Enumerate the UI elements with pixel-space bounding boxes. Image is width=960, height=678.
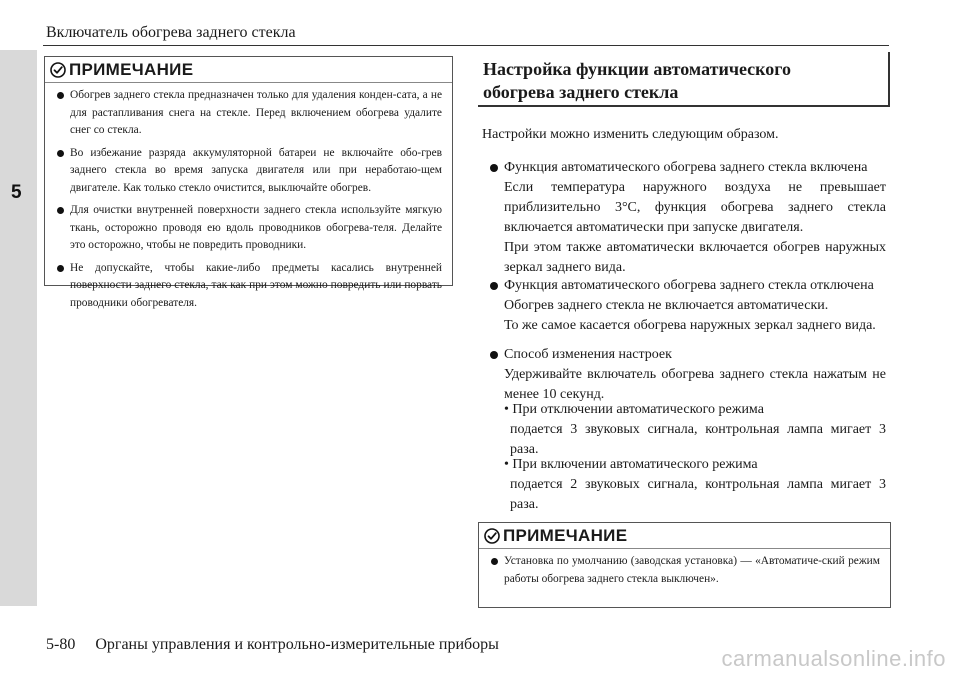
sub-item-text: подается 3 звуковых сигнала, контрольная лампа мигает 3 раза. [510, 422, 886, 457]
paragraph: То же самое касается обогрева наружных зеркал заднего вида. [504, 318, 876, 333]
bullet-icon [57, 207, 64, 214]
note-item: Установка по умолчанию (заводская установка) — «Автоматиче-ский режим работы обогрева заднего стекла выключен». [489, 553, 880, 588]
sub-item-label: • При включении автоматического режима [504, 457, 758, 472]
section-title-line2: обогрева заднего стекла [483, 82, 679, 102]
section-title-line1: Настройка функции автоматического [483, 59, 792, 79]
note-title: ПРИМЕЧАНИЕ [69, 60, 194, 79]
note-check-icon [484, 528, 500, 544]
bullet-icon [57, 265, 64, 272]
note-header [479, 523, 890, 549]
bullet-heading-method: Способ изменения настроек [490, 345, 672, 365]
bullet-icon [490, 164, 498, 172]
note-header [45, 57, 452, 83]
sub-item-label: • При отключении автоматического режима [504, 402, 764, 417]
note-item: Не допускайте, чтобы какие-либо предметы касались внутренней поверхности заднего стекла, так как при этом можно повредить или порвать проводники обогревателя. [55, 260, 442, 313]
section-title [478, 52, 890, 107]
note-check-icon [50, 62, 66, 78]
header-divider [43, 45, 889, 46]
sub-item-text: подается 2 звуковых сигнала, контрольная лампа мигает 3 раза. [510, 477, 886, 512]
watermark: carmanualsonline.info [721, 646, 946, 671]
section-intro: Настройки можно изменить следующим образом. [482, 127, 779, 142]
note-title: ПРИМЕЧАНИЕ [503, 526, 628, 545]
bullet-icon [490, 282, 498, 290]
bullet-icon [491, 558, 498, 565]
chapter-number: 5 [11, 182, 22, 203]
paragraph: Если температура наружного воздуха не превышает приблизительно 3°C, функция обогрева заднего стекла включается автоматически при запуске двигателя. [504, 180, 886, 235]
footer-chapter-title: Органы управления и контрольно-измерительные приборы [95, 636, 499, 653]
note-box-right [478, 522, 891, 608]
page-number: 5-80 [46, 636, 76, 653]
page-footer [46, 636, 499, 654]
chapter-tab [0, 50, 37, 606]
paragraph: При этом также автоматически включается обогрев наружных зеркал заднего вида. [504, 240, 886, 275]
bullet-icon [57, 150, 64, 157]
bullet-heading-on: Функция автоматического обогрева заднего стекла включена [490, 158, 867, 178]
note-item: Для очистки внутренней поверхности заднего стекла используйте мягкую ткань, осторожно проводя ею вдоль проводников обогрева-теля. Делайте это осторожно, чтобы не повредить проводники. [55, 202, 442, 255]
paragraph: Удерживайте включатель обогрева заднего стекла нажатым не менее 10 секунд. [504, 367, 886, 402]
bullet-icon [57, 92, 64, 99]
paragraph: Обогрев заднего стекла не включается автоматически. [504, 298, 829, 313]
note-item: Во избежание разряда аккумуляторной батареи не включайте обо-грев заднего стекла во время запуска двигателя или при неработаю-щем двигателе. Как только стекло очистится, выключайте обогрев. [55, 145, 442, 198]
note-box-left [44, 56, 453, 309]
bullet-icon [490, 351, 498, 359]
note-item: Обогрев заднего стекла предназначен только для удаления конден-сата, а не для растапливания снега на стекле. Перед включением обогрева удалите снег со стекла. [55, 87, 442, 140]
page-header-title: Включатель обогрева заднего стекла [46, 24, 296, 41]
bullet-heading-off: Функция автоматического обогрева заднего стекла отключена [490, 276, 874, 296]
